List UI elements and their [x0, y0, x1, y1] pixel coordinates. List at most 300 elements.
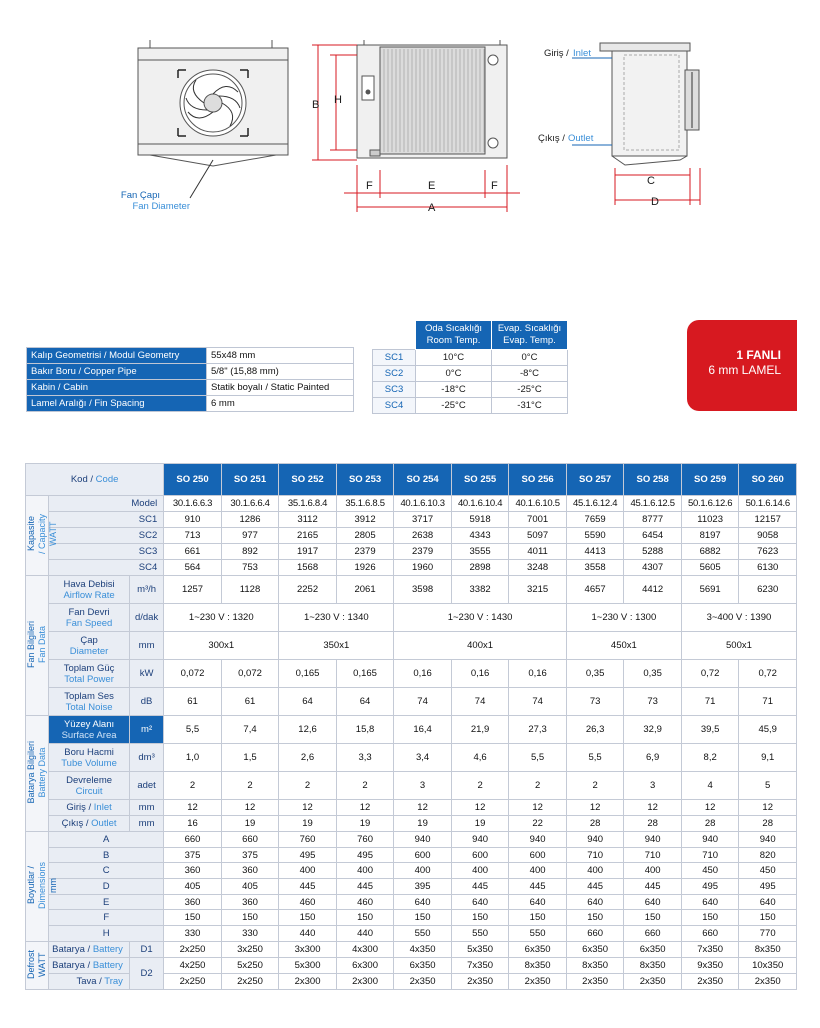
data-cell: 550	[509, 926, 567, 942]
data-cell: 4307	[624, 560, 682, 576]
capacity-section	[26, 496, 58, 576]
dimension-label: A	[49, 832, 164, 848]
data-cell: 977	[221, 528, 279, 544]
data-cell: 360	[164, 894, 222, 910]
data-cell: 2x300	[336, 973, 394, 989]
data-cell: 12	[164, 800, 222, 816]
section-part: WATT	[37, 952, 48, 977]
data-cell: 4	[681, 772, 739, 800]
data-cell: 460	[336, 894, 394, 910]
front-view-drawing	[138, 40, 288, 198]
data-cell: 1926	[336, 560, 394, 576]
data-cell: 3,4	[394, 744, 452, 772]
surface-label	[49, 716, 130, 744]
data-cell: 19	[279, 816, 337, 832]
data-cell: 400	[451, 863, 509, 879]
dimension-label: F	[49, 910, 164, 926]
badge-line2: 6 mm LAMEL	[708, 363, 781, 377]
data-cell: 600	[509, 847, 567, 863]
data-cell: 0,72	[681, 660, 739, 688]
dim-f-left-label: F	[366, 180, 373, 192]
section-part: Boyutlar /	[26, 866, 36, 905]
speed-unit: d/dak	[129, 604, 163, 632]
data-cell: 0,35	[624, 660, 682, 688]
d1_battery-label	[49, 941, 130, 957]
data-cell: 2x300	[279, 973, 337, 989]
dimension-row	[26, 863, 797, 879]
data-cell: 50.1.6.12.6	[681, 496, 739, 512]
data-cell: 2x350	[739, 973, 797, 989]
inlet-label-en: Inlet	[573, 48, 591, 59]
data-cell: 330	[221, 926, 279, 942]
data-cell: 150	[164, 910, 222, 926]
dimension-label: E	[49, 894, 164, 910]
outlet-label: Çıkış /	[538, 133, 565, 144]
data-cell: 2x350	[451, 973, 509, 989]
condition-row	[373, 398, 568, 414]
data-cell: 150	[566, 910, 624, 926]
evap-temp-header: Evap. Sıcaklığı Evap. Temp.	[492, 321, 568, 350]
product-code: SO 253	[336, 464, 394, 496]
condition-sc: SC4	[373, 398, 416, 414]
data-cell: 1,0	[164, 744, 222, 772]
data-cell: 660	[681, 926, 739, 942]
data-cell: 3215	[509, 576, 567, 604]
data-cell: 495	[336, 847, 394, 863]
dimension-row	[26, 879, 797, 895]
data-cell: 360	[221, 894, 279, 910]
data-cell: 5x250	[221, 957, 279, 973]
label-tr: Boru Hacmi	[64, 746, 114, 758]
label-tr: Tava /	[76, 975, 102, 987]
data-cell: 550	[451, 926, 509, 942]
data-cell: 40.1.6.10.5	[509, 496, 567, 512]
condition-evap-temp: -8°C	[492, 366, 568, 382]
airflow-label	[49, 576, 130, 604]
condition-row	[373, 350, 568, 366]
data-cell-group: 1~230 V : 1430	[394, 604, 567, 632]
data-cell: 0,072	[164, 660, 222, 688]
data-cell: 495	[681, 879, 739, 895]
data-cell: 660	[624, 926, 682, 942]
data-cell: 600	[451, 847, 509, 863]
label-en: Fan Speed	[65, 617, 113, 629]
data-cell: 564	[164, 560, 222, 576]
spec-key: Kabin / Cabin	[27, 380, 207, 396]
data-cell: 1568	[279, 560, 337, 576]
label-tr: Devreleme	[66, 774, 113, 786]
label-en: Battery	[92, 959, 123, 971]
data-cell: 40.1.6.10.3	[394, 496, 452, 512]
data-cell: 5605	[681, 560, 739, 576]
model-row	[26, 496, 797, 512]
condition-room-temp: 10°C	[416, 350, 492, 366]
dimension-label: B	[49, 847, 164, 863]
data-cell: 2	[509, 772, 567, 800]
condition-row	[373, 366, 568, 382]
section-part: Battery Data	[37, 747, 48, 798]
data-cell: 2	[451, 772, 509, 800]
dimension-label: D	[49, 879, 164, 895]
conditions-corner	[373, 321, 416, 350]
label-en: Tray	[104, 975, 123, 987]
product-code: SO 250	[164, 464, 222, 496]
spec-value: 6 mm	[207, 396, 354, 412]
data-cell: 5590	[566, 528, 624, 544]
section-part: Fan Bilgileri	[26, 620, 37, 669]
speed-label	[49, 604, 130, 632]
data-cell: 6x350	[394, 957, 452, 973]
defrost-section	[26, 941, 49, 989]
data-cell: 64	[336, 688, 394, 716]
data-cell: 445	[451, 879, 509, 895]
data-cell: 40.1.6.10.4	[451, 496, 509, 512]
data-cell: 0,35	[566, 660, 624, 688]
dimension-row	[26, 832, 797, 848]
data-cell: 5x300	[279, 957, 337, 973]
spec-table	[26, 347, 354, 412]
data-cell: 820	[739, 847, 797, 863]
section-part: Fan Data	[37, 625, 48, 664]
outlet-label-en: Outlet	[568, 133, 594, 144]
data-cell: 22	[509, 816, 567, 832]
data-cell: 45.1.6.12.4	[566, 496, 624, 512]
data-cell: 4x350	[394, 941, 452, 957]
data-cell: 64	[279, 688, 337, 716]
inlet-label: Giriş /	[544, 48, 569, 59]
data-cell: 3x300	[279, 941, 337, 957]
diameter-label	[49, 632, 130, 660]
section-part: mm	[48, 877, 58, 893]
data-cell: 940	[566, 832, 624, 848]
dimension-label: C	[49, 863, 164, 879]
label-tr: Hava Debisi	[63, 578, 115, 590]
condition-room-temp: -18°C	[416, 382, 492, 398]
data-cell: 19	[221, 816, 279, 832]
data-cell: 710	[681, 847, 739, 863]
inlet-label	[49, 800, 130, 816]
data-cell: 400	[394, 863, 452, 879]
data-cell: 8,2	[681, 744, 739, 772]
product-code: SO 259	[681, 464, 739, 496]
data-cell: 4,6	[451, 744, 509, 772]
data-cell-group: 350x1	[279, 632, 394, 660]
data-cell: 8197	[681, 528, 739, 544]
dim-h-label: H	[334, 94, 342, 106]
dimension-label: H	[49, 926, 164, 942]
data-cell: 28	[624, 816, 682, 832]
data-cell: 330	[164, 926, 222, 942]
fan-diameter-label: Fan Çapı	[120, 190, 160, 201]
data-cell: 405	[221, 879, 279, 895]
data-cell: 640	[624, 894, 682, 910]
spec-row	[27, 396, 354, 412]
data-cell: 3248	[509, 560, 567, 576]
data-cell: 19	[336, 816, 394, 832]
label-en: Battery	[92, 943, 123, 955]
data-cell: 400	[566, 863, 624, 879]
product-code: SO 256	[509, 464, 567, 496]
data-cell: 940	[624, 832, 682, 848]
spec-key: Bakır Boru / Copper Pipe	[27, 364, 207, 380]
data-cell: 2	[336, 772, 394, 800]
data-cell: 7x350	[451, 957, 509, 973]
data-cell: 360	[164, 863, 222, 879]
label-en: Total Power	[64, 673, 114, 685]
data-cell: 6882	[681, 544, 739, 560]
data-cell: 8x350	[566, 957, 624, 973]
data-cell: 0,16	[394, 660, 452, 688]
data-cell: 74	[451, 688, 509, 716]
data-cell: 0,165	[336, 660, 394, 688]
label-en: Outlet	[91, 818, 117, 829]
data-cell: 6,9	[624, 744, 682, 772]
noise-label	[49, 688, 130, 716]
condition-sc: SC2	[373, 366, 416, 382]
data-cell: 495	[739, 879, 797, 895]
data-cell: 660	[221, 832, 279, 848]
data-cell-group: 400x1	[394, 632, 567, 660]
defrost-group-label: D2	[129, 957, 163, 989]
outlet-unit: mm	[129, 816, 163, 832]
data-cell: 2379	[394, 544, 452, 560]
data-cell: 2379	[336, 544, 394, 560]
data-cell: 2	[164, 772, 222, 800]
data-cell: 460	[279, 894, 337, 910]
label-tr: Çap	[80, 634, 98, 646]
data-cell-group: 500x1	[681, 632, 796, 660]
dim-a-label: A	[428, 202, 436, 214]
data-cell: 9,1	[739, 744, 797, 772]
defrost-group-label: D1	[129, 941, 163, 957]
data-cell: 2x350	[624, 973, 682, 989]
data-cell: 7623	[739, 544, 797, 560]
section-part: Dimensions	[37, 861, 47, 909]
condition-evap-temp: -31°C	[492, 398, 568, 414]
data-cell: 5288	[624, 544, 682, 560]
data-cell: 150	[451, 910, 509, 926]
data-cell: 0,16	[451, 660, 509, 688]
data-cell: 12157	[739, 512, 797, 528]
spec-key: Kalıp Geometrisi / Modul Geometry	[27, 348, 207, 364]
data-cell: 12	[221, 800, 279, 816]
label-en: Airflow Rate	[63, 589, 115, 601]
data-cell: 61	[164, 688, 222, 716]
section-part: Kapasite	[26, 516, 36, 553]
data-cell: 400	[624, 863, 682, 879]
data-cell: 8x350	[624, 957, 682, 973]
section-part: Batarya Bilgileri	[26, 741, 37, 804]
data-cell: 3	[624, 772, 682, 800]
data-cell: 0,072	[221, 660, 279, 688]
data-cell: 940	[681, 832, 739, 848]
data-cell: 11023	[681, 512, 739, 528]
data-cell: 440	[336, 926, 394, 942]
data-cell: 45,9	[739, 716, 797, 744]
data-cell: 400	[279, 863, 337, 879]
data-cell: 5,5	[164, 716, 222, 744]
data-cell: 12	[394, 800, 452, 816]
data-cell: 3598	[394, 576, 452, 604]
data-cell: 1917	[279, 544, 337, 560]
label-tr: Batarya /	[52, 943, 91, 955]
data-cell: 12	[681, 800, 739, 816]
data-cell: 2,6	[279, 744, 337, 772]
product-code: SO 255	[451, 464, 509, 496]
data-cell: 550	[394, 926, 452, 942]
data-cell: 4x250	[164, 957, 222, 973]
data-cell: 910	[164, 512, 222, 528]
spec-row	[27, 364, 354, 380]
data-cell: 2805	[336, 528, 394, 544]
data-cell: 150	[336, 910, 394, 926]
data-cell: 150	[509, 910, 567, 926]
data-cell: 3558	[566, 560, 624, 576]
data-cell: 0,165	[279, 660, 337, 688]
battery-row	[26, 716, 797, 744]
battery-row	[26, 772, 797, 800]
d2_battery-label	[49, 957, 130, 973]
label-en: Total Noise	[65, 701, 113, 713]
data-cell: 16,4	[394, 716, 452, 744]
airflow-unit: m³/h	[129, 576, 163, 604]
defrost-row	[26, 957, 797, 973]
capacity-section-text	[26, 514, 59, 554]
spec-value: 55x48 mm	[207, 348, 354, 364]
spec-key: Lamel Aralığı / Fin Spacing	[27, 396, 207, 412]
data-cell: 2165	[279, 528, 337, 544]
data-cell: 940	[739, 832, 797, 848]
data-cell: 2x350	[394, 973, 452, 989]
data-cell: 12	[336, 800, 394, 816]
data-cell: 16	[164, 816, 222, 832]
data-cell: 445	[336, 879, 394, 895]
data-cell: 12	[624, 800, 682, 816]
data-cell: 5x350	[451, 941, 509, 957]
data-cell: 150	[394, 910, 452, 926]
data-cell: 28	[566, 816, 624, 832]
capacity-row	[26, 528, 797, 544]
label-en: Surface Area	[61, 729, 117, 741]
data-cell: 12	[509, 800, 567, 816]
data-cell-group: 450x1	[566, 632, 681, 660]
data-cell: 5	[739, 772, 797, 800]
data-cell-group: 300x1	[164, 632, 279, 660]
data-cell: 12	[451, 800, 509, 816]
section-part: WATT	[48, 522, 58, 547]
data-cell: 73	[566, 688, 624, 716]
data-cell: 26,3	[566, 716, 624, 744]
data-cell: 600	[394, 847, 452, 863]
section-part: / Capacity	[37, 514, 47, 555]
data-cell: 2x250	[164, 973, 222, 989]
data-cell: 6454	[624, 528, 682, 544]
spec-value: 5/8" (15,88 mm)	[207, 364, 354, 380]
label-tr: Toplam Güç	[63, 662, 115, 674]
label-en: Inlet	[93, 802, 112, 813]
data-cell: 150	[221, 910, 279, 926]
data-cell: 9058	[739, 528, 797, 544]
data-cell: 35.1.6.8.5	[336, 496, 394, 512]
data-cell: 770	[739, 926, 797, 942]
data-cell: 2	[221, 772, 279, 800]
data-cell: 8x350	[739, 941, 797, 957]
label-tr: Fan Devri	[68, 606, 110, 618]
data-cell: 3,3	[336, 744, 394, 772]
dim-d-label: D	[651, 196, 659, 208]
conditions-table	[372, 320, 568, 414]
battery-row	[26, 744, 797, 772]
data-cell: 4412	[624, 576, 682, 604]
dimensions-section-text	[26, 862, 59, 909]
data-cell-group: 1~230 V : 1300	[566, 604, 681, 632]
side-view-drawing	[572, 43, 699, 165]
label-tr: Toplam Ses	[64, 690, 114, 702]
data-cell: 0,16	[509, 660, 567, 688]
data-cell: 3x250	[221, 941, 279, 957]
data-cell: 445	[509, 879, 567, 895]
data-cell: 27,3	[509, 716, 567, 744]
defrost-section-text	[26, 950, 48, 979]
capacity-label: SC3	[49, 544, 164, 560]
data-cell: 0,72	[739, 660, 797, 688]
data-cell: 713	[164, 528, 222, 544]
label-en: Code	[95, 474, 119, 485]
data-cell: 4011	[509, 544, 567, 560]
technical-drawings	[0, 0, 820, 230]
capacity-label: SC2	[49, 528, 164, 544]
condition-sc: SC3	[373, 382, 416, 398]
data-cell: 12	[279, 800, 337, 816]
data-cell: 50.1.6.14.6	[739, 496, 797, 512]
tube-label	[49, 744, 130, 772]
fan-row	[26, 604, 797, 632]
data-cell: 4x300	[336, 941, 394, 957]
product-code: SO 254	[394, 464, 452, 496]
data-cell: 710	[566, 847, 624, 863]
data-cell: 445	[566, 879, 624, 895]
data-cell: 7x350	[681, 941, 739, 957]
surface-unit: m²	[129, 716, 163, 744]
diameter-unit: mm	[129, 632, 163, 660]
label-en: Circuit	[75, 785, 103, 797]
data-cell: 3112	[279, 512, 337, 528]
data-cell: 2x250	[221, 973, 279, 989]
data-cell: 1286	[221, 512, 279, 528]
power-unit: kW	[129, 660, 163, 688]
data-cell: 395	[394, 879, 452, 895]
condition-evap-temp: -25°C	[492, 382, 568, 398]
data-cell: 8777	[624, 512, 682, 528]
data-cell: 150	[624, 910, 682, 926]
data-cell: 375	[164, 847, 222, 863]
data-cell: 6130	[739, 560, 797, 576]
data-cell: 2x350	[509, 973, 567, 989]
data-cell: 73	[624, 688, 682, 716]
data-cell: 150	[279, 910, 337, 926]
data-cell: 5691	[681, 576, 739, 604]
data-cell: 2638	[394, 528, 452, 544]
data-cell: 6x350	[566, 941, 624, 957]
data-cell: 660	[566, 926, 624, 942]
data-cell: 660	[164, 832, 222, 848]
dim-c-label: C	[647, 175, 655, 187]
spec-row	[27, 380, 354, 396]
badge-line1: 1 FANLI	[736, 348, 781, 362]
dimension-row	[26, 926, 797, 942]
data-cell: 6x350	[509, 941, 567, 957]
data-cell: 9x350	[681, 957, 739, 973]
